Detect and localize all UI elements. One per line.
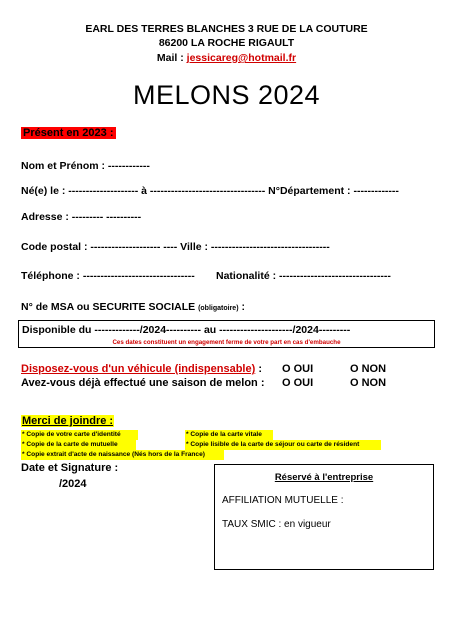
joindre-item-sejour: * Copie lisible de la carte de séjour ou carte de résident — [186, 441, 360, 448]
vehicule-colon: : — [255, 363, 263, 375]
mail-label: Mail : — [156, 52, 187, 64]
joindre-item-vitale: * Copie de la carte vitale — [186, 431, 262, 438]
vehicule-question-text: Disposez-vous d'un véhicule (indispensable) — [21, 363, 256, 375]
company-address-line1: EARL DES TERRES BLANCHES 3 RUE DE LA COUTURE — [85, 23, 368, 35]
signature-year[interactable]: /2024 — [59, 478, 87, 490]
vehicule-non-option[interactable]: O NON — [350, 363, 387, 375]
msa-label: N° de MSA ou SECURITE SOCIALE — [21, 301, 199, 313]
field-code-postal-ville[interactable]: Code postal : -------------------- ---- Ville : ---------------------------------- — [21, 241, 330, 253]
company-address-line2: 86200 LA ROCHE RIGAULT — [158, 37, 295, 49]
msa-colon: : — [238, 301, 245, 313]
company-mail — [0, 52, 453, 64]
saison-question: Avez-vous déjà effectué une saison de melon : — [21, 377, 265, 389]
disponible-note: Ces dates constituent un engagement ferme de votre part en cas d'embauche — [112, 339, 341, 346]
present-2023-label: Présent en 2023 : — [23, 127, 114, 139]
field-nom-prenom[interactable]: Nom et Prénom : ------------ — [21, 160, 150, 172]
field-disponible[interactable]: Disponible du -------------/2024---------- au ---------------------/2024--------- — [22, 324, 351, 336]
reserve-taux-smic: TAUX SMIC : en vigueur — [222, 519, 331, 530]
saison-oui-option[interactable]: O OUI — [282, 377, 314, 389]
reserve-title: Réservé à l'entreprise — [274, 472, 374, 483]
merci-joindre-heading: Merci de joindre : — [22, 415, 114, 427]
page-title: MELONS 2024 — [132, 80, 321, 110]
field-date-naissance[interactable]: Né(e) le : -------------------- à --------------------------------- N°Département : ------------- — [21, 185, 399, 197]
field-nationalite[interactable]: Nationalité : -------------------------------- — [216, 270, 391, 282]
msa-obligatoire: (obligatoire) — [198, 305, 239, 312]
field-adresse[interactable]: Adresse : --------- ---------- — [21, 211, 142, 223]
joindre-item-naissance: * Copie extrait d'acte de naissance (Nés hors de la France) — [22, 451, 205, 458]
mail-link[interactable]: jessicareg@hotmail.fr — [186, 52, 297, 64]
joindre-item-identite: * Copie de votre carte d'identité — [22, 431, 121, 438]
vehicule-oui-option[interactable]: O OUI — [282, 363, 314, 375]
field-msa[interactable] — [21, 301, 245, 313]
vehicule-question — [21, 363, 262, 375]
joindre-item-mutuelle: * Copie de la carte de mutuelle — [22, 441, 118, 448]
reserve-affiliation: AFFILIATION MUTUELLE : — [222, 495, 344, 506]
saison-non-option[interactable]: O NON — [350, 377, 387, 389]
field-telephone[interactable]: Téléphone : -------------------------------- — [21, 270, 195, 282]
signature-label: Date et Signature : — [21, 462, 119, 474]
